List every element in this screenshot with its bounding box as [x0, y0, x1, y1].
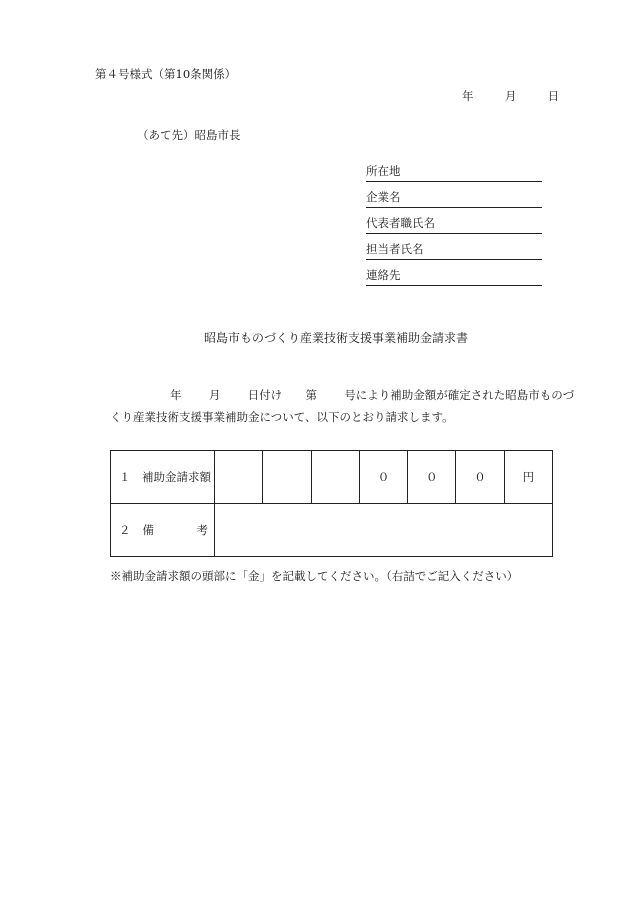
- date-day-label: 日: [547, 89, 560, 103]
- remarks-label: [111, 504, 215, 557]
- body-month: 月: [208, 388, 221, 402]
- document-title: 昭島市ものづくり産業技術支援事業補助金請求書: [204, 331, 469, 345]
- request-table: [110, 450, 553, 557]
- field-contact[interactable]: [366, 268, 542, 286]
- date-month-label: 月: [504, 89, 517, 103]
- field-company-label: 企業名: [366, 190, 401, 204]
- amount-digit-cell[interactable]: [311, 451, 359, 504]
- amount-digit-cell[interactable]: ０: [408, 451, 456, 504]
- body-line-1-rest: 号により補助金額が確定された昭島市ものづ: [344, 388, 575, 402]
- field-contact-person[interactable]: [366, 242, 542, 260]
- form-label: 第４号様式（第10条関係）: [95, 67, 237, 81]
- table-row: [111, 504, 553, 557]
- amount-digit-cell[interactable]: ０: [359, 451, 407, 504]
- field-company[interactable]: [366, 190, 542, 208]
- body-number-prefix: 第: [305, 388, 317, 402]
- addressee: （あて先）昭島市長: [137, 128, 241, 142]
- amount-digit-cell[interactable]: [263, 451, 311, 504]
- field-address[interactable]: [366, 164, 542, 182]
- field-contact-label: 連絡先: [366, 268, 401, 282]
- body-dated: 日付け: [247, 388, 283, 402]
- remarks-number: ２: [119, 523, 131, 537]
- date-line: [462, 88, 559, 104]
- amount-digit-cell[interactable]: [215, 451, 263, 504]
- body-year: 年: [170, 388, 182, 402]
- amount-label: １ 補助金請求額: [111, 451, 215, 504]
- date-year-label: 年: [462, 89, 474, 103]
- table-row: [111, 451, 553, 504]
- amount-unit: 円: [504, 451, 552, 504]
- body-line-2: くり産業技術支援事業補助金について、以下のとおり請求します。: [110, 410, 454, 424]
- note-text: ※補助金請求額の頭部に「金」を記載してください。（右詰でご記入ください）: [110, 569, 519, 583]
- field-representative-label: 代表者職氏名: [366, 216, 435, 230]
- amount-digit-cell[interactable]: ０: [456, 451, 504, 504]
- remarks-label-b: 考: [196, 523, 208, 537]
- field-contact-person-label: 担当者氏名: [366, 242, 424, 256]
- field-representative[interactable]: [366, 216, 542, 234]
- remarks-label-a: 備: [142, 523, 154, 537]
- body-line-1: [170, 387, 574, 403]
- field-address-label: 所在地: [366, 164, 401, 178]
- remarks-field[interactable]: [215, 504, 553, 557]
